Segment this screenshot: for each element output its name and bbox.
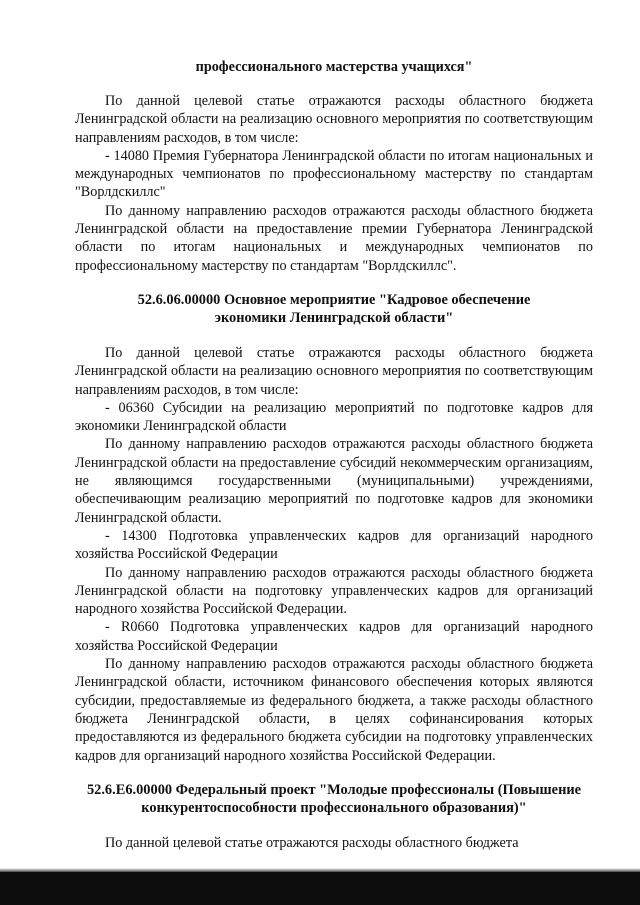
list-item: - 06360 Субсидии на реализацию мероприятий по подготовке кадров для экономики Ленинградской области <box>75 399 593 435</box>
section-heading: 52.6.06.00000 Основное мероприятие "Кадровое обеспечение экономики Ленинградской области" <box>137 291 531 327</box>
paragraph: По данному направлению расходов отражаются расходы областного бюджета Ленинградской области на предоставление премии Губернатора Ленинградской области по итогам национальных и международных чемпионатов по профессиональному мастерству по стандартам "Ворлдскиллс". <box>75 202 593 274</box>
list-item: - 14300 Подготовка управленческих кадров для организаций народного хозяйства Российской Федерации <box>75 527 593 563</box>
document-body <box>75 58 593 852</box>
paragraph: По данному направлению расходов отражаются расходы областного бюджета Ленинградской области на предоставление субсидий некоммерческим организациям, не являющимся государственными (муниципальными) учреждениями, обеспечивающим реализацию мероприятий по подготовке кадров для экономики Ленинградской области. <box>75 436 593 526</box>
paragraph: По данной целевой статье отражаются расходы областного бюджета <box>105 834 519 851</box>
list-item: - R0660 Подготовка управленческих кадров для организаций народного хозяйства Российской Федерации <box>75 619 593 654</box>
paragraph: По данному направлению расходов отражаются расходы областного бюджета Ленинградской области на подготовку управленческих кадров для организаций народного хозяйства Российской Федерации. <box>75 564 593 618</box>
list-item: - 14080 Премия Губернатора Ленинградской области по итогам национальных и международных чемпионатов по профессиональному мастерству по стандартам "Ворлдскиллс" <box>75 147 593 201</box>
paragraph: По данному направлению расходов отражаются расходы областного бюджета Ленинградской области, источником финансового обеспечения которых являются субсидии, предоставляемые из федерального бюджета, а также расходы областного бюджета Ленинградской области, в целях софинансирования которых предоставляются из федерального бюджета субсидии на подготовку управленческих кадров для организаций народного хозяйства Российской Федерации. <box>75 656 593 764</box>
paragraph: По данной целевой статье отражаются расходы областного бюджета Ленинградской области на реализацию основного мероприятия по соответствующим направлениям расходов, в том числе: <box>75 93 593 146</box>
section-heading: 52.6.Е6.00000 Федеральный проект "Молодые профессионалы (Повышение конкурентоспособности профессионального образования)" <box>86 781 582 817</box>
scan-border <box>0 872 640 905</box>
continued-heading: профессионального мастерства учащихся" <box>195 59 473 75</box>
paragraph: По данной целевой статье отражаются расходы областного бюджета Ленинградской области на реализацию основного мероприятия по соответствующим направлениям расходов, в том числе: <box>75 344 593 398</box>
